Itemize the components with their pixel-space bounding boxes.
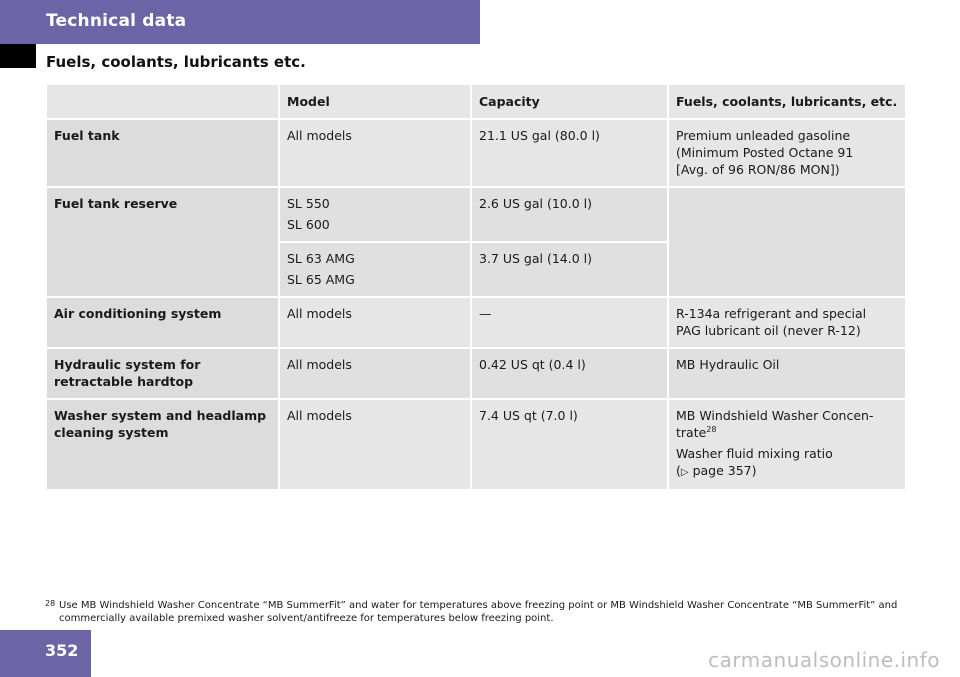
fluid-cell-empty (668, 187, 906, 297)
capacity-cell: 3.7 US gal (14.0 l) (471, 242, 668, 297)
footnote-reference[interactable]: 28 (706, 424, 717, 434)
model-line: SL 65 AMG (287, 272, 355, 287)
fluid-line: MB Windshield Washer Concen- (676, 408, 874, 423)
page-number: 352 (45, 641, 79, 660)
model-line: SL 63 AMG (287, 251, 355, 266)
table-row-washer (46, 399, 906, 490)
header-cell-model: Model (279, 84, 471, 119)
capacity-cell: 7.4 US qt (7.0 l) (471, 399, 668, 490)
header-cell-empty (46, 84, 279, 119)
model-cell: All models (279, 297, 471, 348)
fluid-line: [Avg. of 96 RON/86 MON]) (676, 162, 840, 177)
fluid-line (676, 424, 898, 441)
footnote-number: 28 (45, 599, 56, 608)
fluids-table (45, 83, 907, 491)
fluid-cell (668, 297, 906, 348)
fluid-cell (668, 399, 906, 490)
table-row-air-conditioning (46, 297, 906, 348)
model-cell: All models (279, 399, 471, 490)
fluid-line: (Minimum Posted Octane 91 (676, 145, 854, 160)
fluid-cell (668, 119, 906, 187)
row-label: Washer system and headlamp cleaning system (46, 399, 279, 490)
row-label: Fuel tank reserve (46, 187, 279, 297)
page-ref-prefix: ( (676, 463, 681, 478)
capacity-cell: 21.1 US gal (80.0 l) (471, 119, 668, 187)
fluid-cell: MB Hydraulic Oil (668, 348, 906, 399)
row-label: Air conditioning system (46, 297, 279, 348)
watermark: carmanualsonline.info (708, 648, 940, 672)
arrow-right-icon: ▷ (680, 467, 689, 478)
footnote-text: Use MB Windshield Washer Concentrate “MB SummerFit” and water for temperatures above freezing point or MB Windshield Washer Concentrate “MB SummerFit” and commercially available premixed washer solvent/antifreeze for temperatures below freezing point. (59, 600, 898, 624)
fluid-line: Washer fluid mixing ratio (676, 446, 833, 461)
fluid-line-text: trate (676, 425, 707, 440)
table-row-fuel-tank-reserve (46, 187, 906, 242)
section-title: Fuels, coolants, lubricants etc. (46, 53, 306, 71)
page-header-title: Technical data (46, 11, 187, 31)
capacity-cell: — (471, 297, 668, 348)
row-label: Hydraulic system for retractable hardtop (46, 348, 279, 399)
fluid-line: Premium unleaded gasoline (676, 128, 851, 143)
table-row-hydraulic (46, 348, 906, 399)
model-cell (279, 187, 471, 242)
section-tab-marker (0, 44, 36, 68)
model-cell (279, 242, 471, 297)
page-ref-suffix: page 357) (688, 463, 757, 478)
model-line: SL 600 (287, 217, 330, 232)
capacity-cell: 2.6 US gal (10.0 l) (471, 187, 668, 242)
header-cell-fluids: Fuels, coolants, lubricants, etc. (668, 84, 906, 119)
model-cell: All models (279, 119, 471, 187)
fluid-line: PAG lubricant oil (never R-12) (676, 323, 861, 338)
row-label: Fuel tank (46, 119, 279, 187)
model-cell: All models (279, 348, 471, 399)
footnote (45, 599, 915, 625)
header-cell-capacity: Capacity (471, 84, 668, 119)
fluid-line: R-134a refrigerant and special (676, 306, 867, 321)
capacity-cell: 0.42 US qt (0.4 l) (471, 348, 668, 399)
table-row-fuel-tank (46, 119, 906, 187)
page-reference-link[interactable] (676, 462, 898, 481)
model-line: SL 550 (287, 196, 330, 211)
table-header-row (46, 84, 906, 119)
